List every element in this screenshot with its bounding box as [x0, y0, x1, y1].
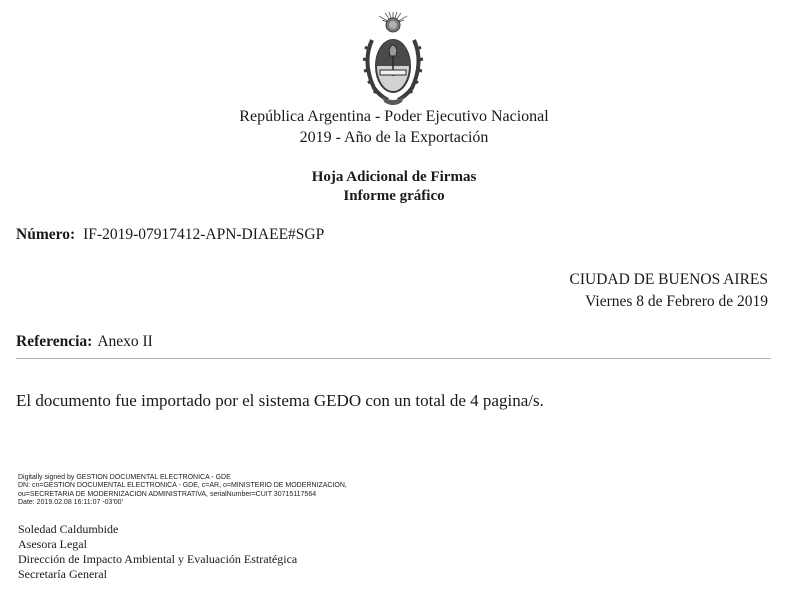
signer-block [18, 522, 297, 582]
digital-signature-block [18, 474, 347, 508]
document-number-value: IF-2019-07917412-APN-DIAEE#SGP [83, 226, 325, 243]
document-title: Hoja Adicional de Firmas [311, 169, 477, 185]
digital-signature-line: Digitally signed by GESTION DOCUMENTAL ELECTRONICA - GDE [18, 474, 231, 481]
digital-signature-line: ou=SECRETARIA DE MODERNIZACION ADMINISTRATIVA, serialNumber=CUIT 30715117564 [18, 490, 317, 498]
document-subtitle: Informe gráfico [343, 188, 445, 204]
divider [16, 358, 771, 359]
digital-signature-line: Date: 2019.02.08 16:11:07 -03'00' [18, 499, 123, 507]
coat-of-arms-icon [358, 10, 428, 108]
reference-label: Referencia: [16, 333, 93, 350]
signer-role: Asesora Legal [18, 537, 87, 551]
header-year-motto: 2019 - Año de la Exportación [299, 129, 489, 146]
header-country: República Argentina - Poder Ejecutivo Nacional [239, 108, 549, 125]
body-text: El documento fue importado por el sistema GEDO con un total de 4 pagina/s. [16, 391, 544, 410]
digital-signature-line: DN: cn=GESTION DOCUMENTAL ELECTRONICA - GDE, c=AR, o=MINISTERIO DE MODERNIZACION, [18, 482, 347, 490]
signer-department: Dirección de Impacto Ambiental y Evaluación Estratégica [18, 552, 298, 566]
document-number [16, 225, 324, 245]
reference [16, 332, 153, 352]
reference-value: Anexo II [97, 333, 153, 350]
document-number-label: Número: [16, 226, 76, 243]
signer-name: Soledad Caldumbide [18, 522, 119, 536]
signer-office: Secretaría General [18, 567, 107, 581]
place-date: Viernes 8 de Febrero de 2019 [585, 293, 768, 310]
place-city: CIUDAD DE BUENOS AIRES [569, 271, 768, 288]
